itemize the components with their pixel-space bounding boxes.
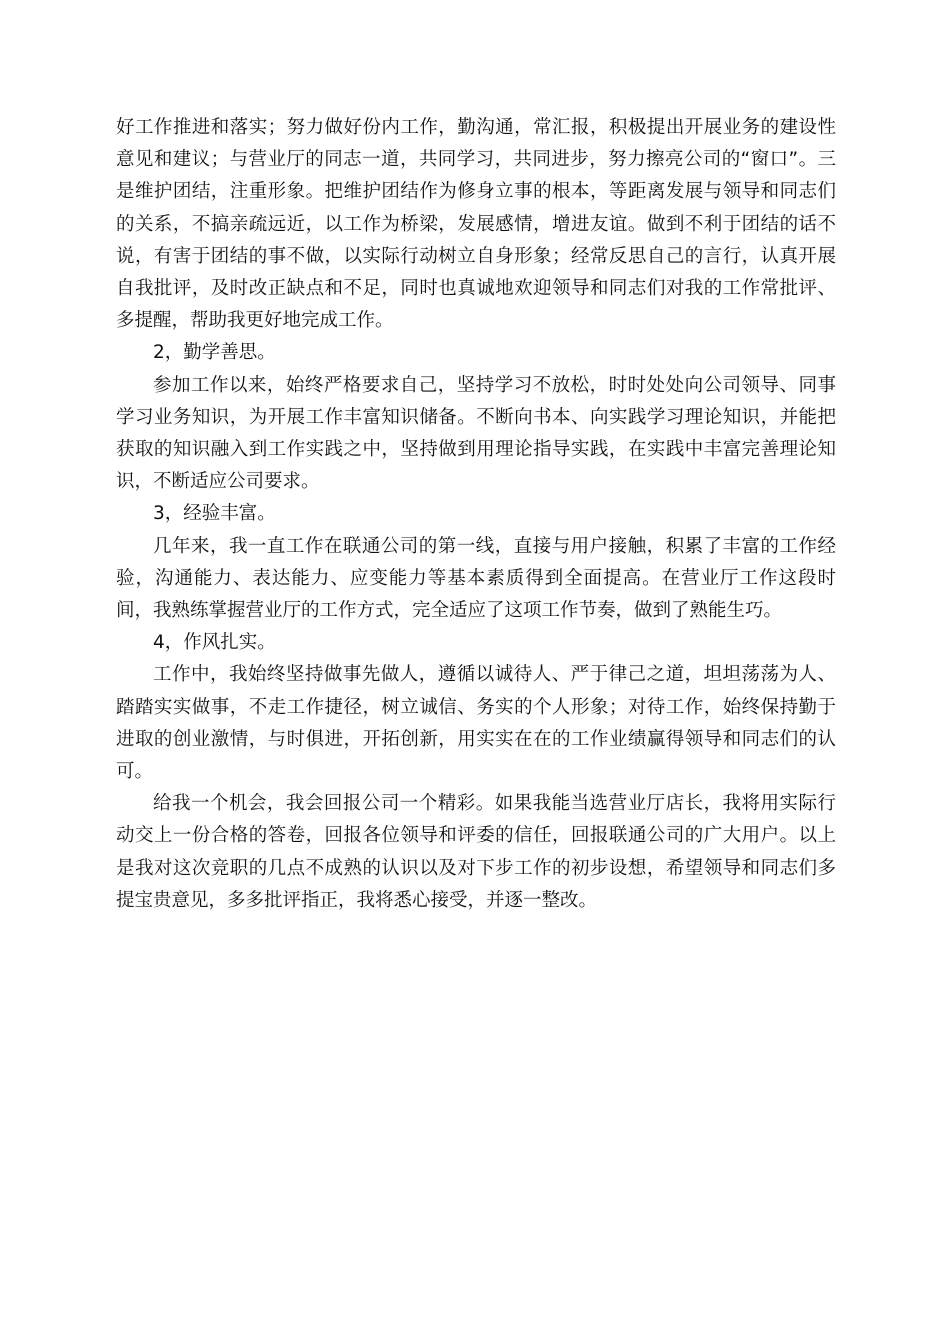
paragraph-work-and-unity: 好工作推进和落实；努力做好份内工作，勤沟通，常汇报，积极提出开展业务的建设性意见和建议；与营业厅的同志一道，共同学习，共同进步，努力擦亮公司的“窗口”。三是维护团结，注重形象。把维护团结作为修身立事的根本，等距离发展与领导和同志们的关系，不搞亲疏远近，以工作为桥梁，发展感情，增进友谊。做到不利于团结的话不说，有害于团结的事不做，以实际行动树立自身形象；经常反思自己的言行，认真开展自我批评，及时改正缺点和不足，同时也真诚地欢迎领导和同志们对我的工作常批评、多提醒，帮助我更好地完成工作。 xyxy=(116,117,836,332)
heading-diligent-study: 2，勤学善思。 xyxy=(153,342,276,364)
paragraph-solid-style: 工作中，我始终坚持做事先做人，遵循以诚待人、严于律己之道，坦坦荡荡为人、踏踏实实做事，不走工作捷径，树立诚信、务实的个人形象；对待工作，始终保持勤于进取的创业激情，与时俱进，开拓创新，用实实在在的工作业绩赢得领导和同志们的认可。 xyxy=(116,664,836,783)
paragraph-rich-experience: 几年来，我一直工作在联通公司的第一线，直接与用户接触，积累了丰富的工作经验，沟通能力、表达能力、应变能力等基本素质得到全面提高。在营业厅工作这段时间，我熟练掌握营业厅的工作方式，完全适应了这项工作节奏，做到了熟能生巧。 xyxy=(116,535,836,622)
heading-solid-style: 4，作风扎实。 xyxy=(153,632,276,654)
paragraph-diligent-study: 参加工作以来，始终严格要求自己，坚持学习不放松，时时处处向公司领导、同事学习业务知识，为开展工作丰富知识储备。不断向书本、向实践学习理论知识，并能把获取的知识融入到工作实践之中，坚持做到用理论指导实践，在实践中丰富完善理论知识，不断适应公司要求。 xyxy=(116,374,836,493)
heading-rich-experience: 3，经验丰富。 xyxy=(153,503,276,525)
document-body xyxy=(116,112,836,917)
paragraph-closing: 给我一个机会，我会回报公司一个精彩。如果我能当选营业厅店长，我将用实际行动交上一份合格的答卷，回报各位领导和评委的信任，回报联通公司的广大用户。以上是我对这次竞职的几点不成熟的认识以及对下步工作的初步设想，希望领导和同志们多提宝贵意见，多多批评指正，我将悉心接受，并逐一整改。 xyxy=(116,793,836,911)
